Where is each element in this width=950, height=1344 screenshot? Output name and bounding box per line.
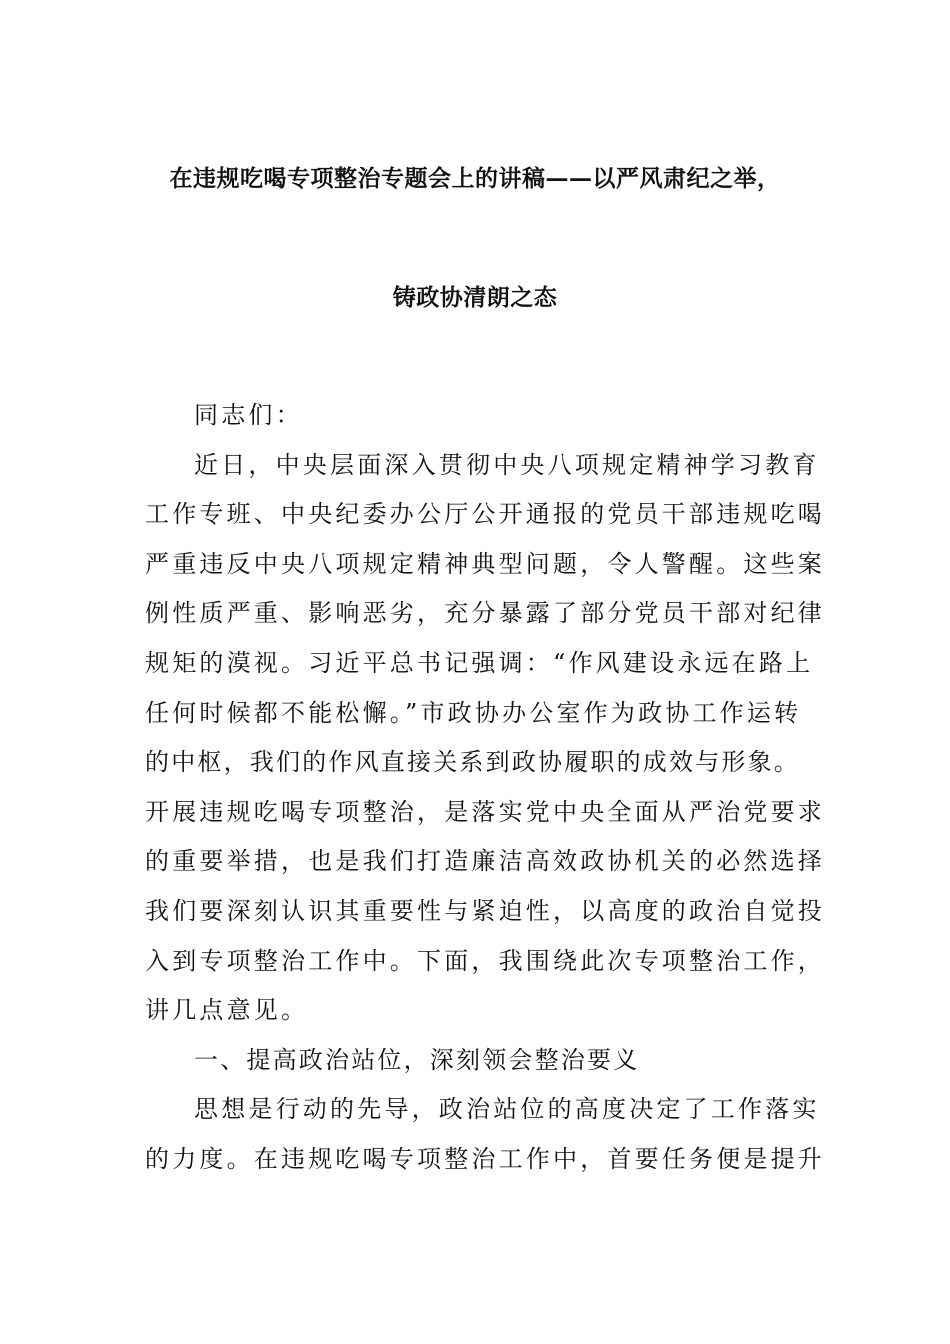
paragraph-line: 开展违规吃喝专项整治，是落实党中央全面从严治党要求 (145, 797, 825, 826)
paragraph-line: 我们要深刻认识其重要性与紧迫性，以高度的政治自觉投 (145, 896, 825, 925)
document-body (145, 398, 825, 1192)
paragraph-line: 的重要举措，也是我们打造廉洁高效政协机关的必然选择 (145, 847, 825, 876)
paragraph-line: 的中枢，我们的作风直接关系到政协履职的成效与形象。 (145, 748, 800, 777)
paragraph-line: 严重违反中央八项规定精神典型问题，令人警醒。这些案 (145, 549, 825, 578)
section-heading: 一、提高政治站位，深刻领会整治要义 (194, 1045, 640, 1074)
paragraph-line: 入到专项整治工作中。下面，我围绕此次专项整治工作， (145, 946, 825, 975)
paragraph-line: 讲几点意见。 (145, 996, 309, 1025)
document-title-line-1: 在违规吃喝专项整治专题会上的讲稿——以严风肃纪之举， (169, 165, 781, 192)
paragraph-line: 任何时候都不能松懈。”市政协办公室作为政协工作运转 (145, 698, 802, 727)
paragraph-line: 的力度。在违规吃喝专项整治工作中，首要任务便是提升 (145, 1144, 825, 1173)
paragraph-line: 思想是行动的先导，政治站位的高度决定了工作落实 (194, 1095, 820, 1124)
salutation: 同志们： (194, 401, 303, 429)
paragraph-line: 近日，中央层面深入贯彻中央八项规定精神学习教育 (194, 450, 820, 479)
paragraph-line: 工作专班、中央纪委办公厅公开通报的党员干部违规吃喝 (145, 500, 825, 529)
document-title-line-2: 铸政协清朗之态 (392, 284, 558, 311)
paragraph-line: 规矩的漠视。习近平总书记强调：“作风建设永远在路上 (145, 648, 814, 677)
paragraph-line: 例性质严重、影响恶劣，充分暴露了部分党员干部对纪律 (145, 599, 825, 628)
